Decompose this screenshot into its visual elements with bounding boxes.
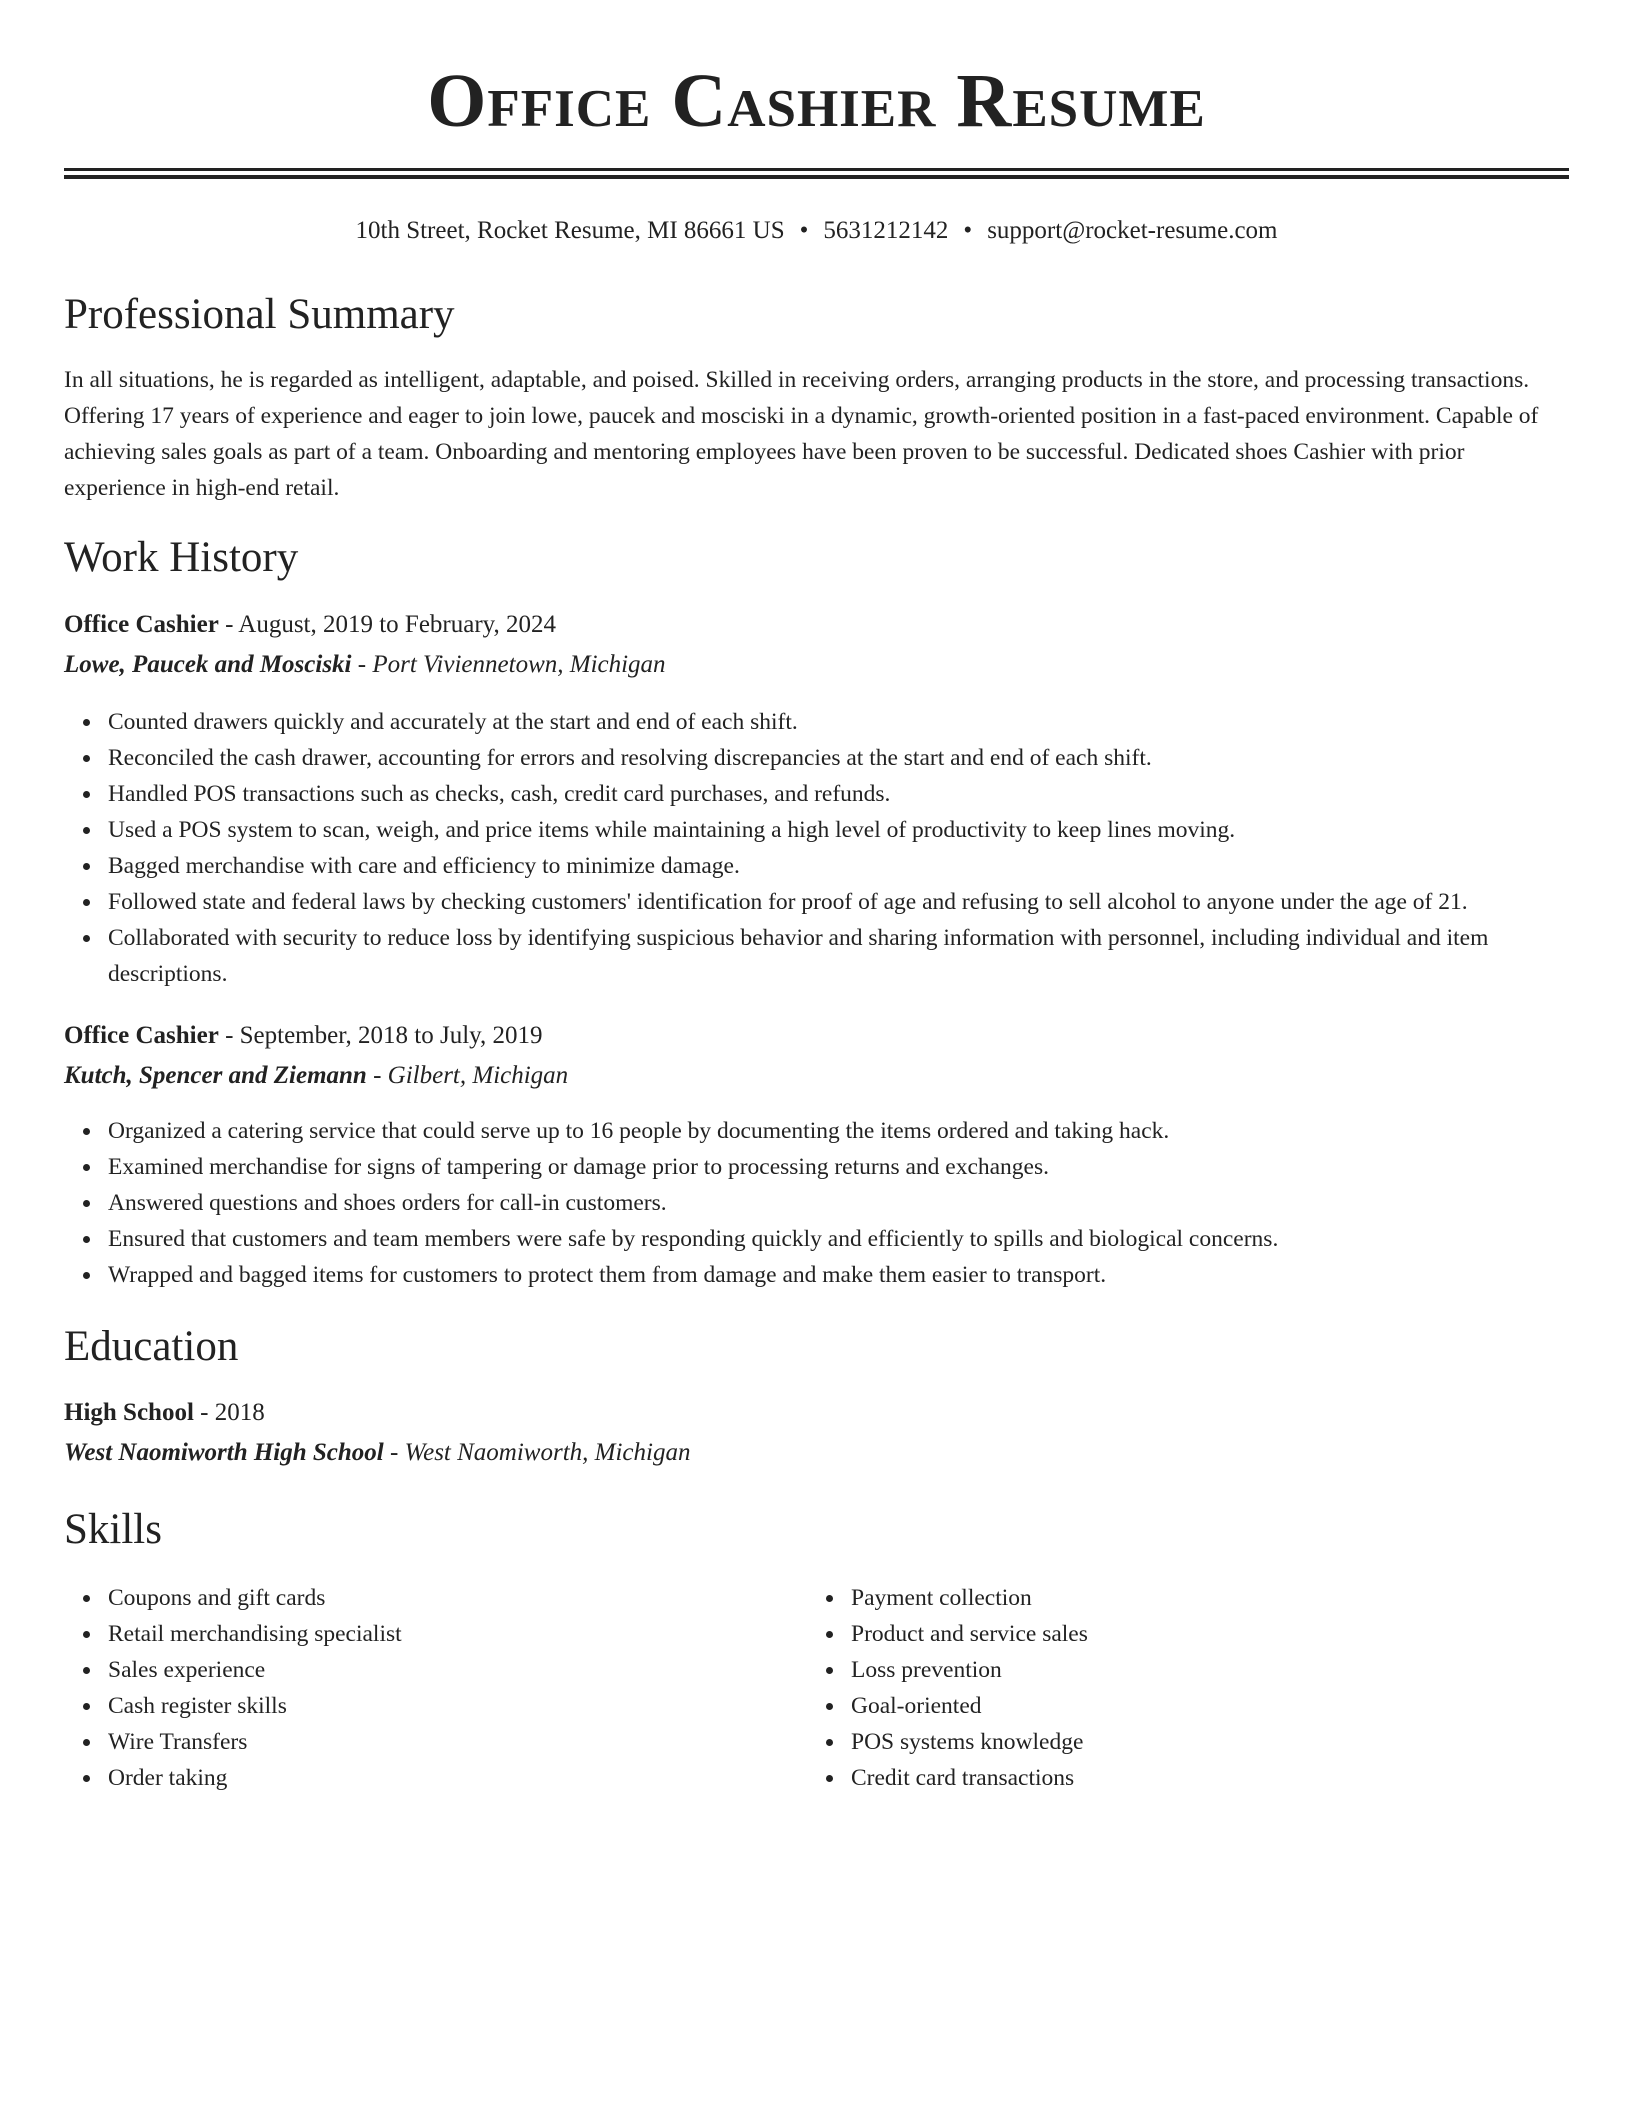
summary-text: In all situations, he is regarded as intelligent, adaptable, and poised. Skilled in receiving orders, arranging products in the store, and processing transactions. Offering 17 years of experience and eager to join lowe, paucek and mosciski in a dynamic, growth-oriented position in a fast-paced environment. Capable of achieving sales goals as part of a team. Onboarding and mentoring employees have been proven to be successful. Dedicated shoes Cashier with prior experience in high-end retail. — [64, 367, 1539, 501]
list-item: Collaborated with security to reduce loss by identifying suspicious behavior and sharing information with personnel, including individual and item descriptions. — [108, 920, 1569, 992]
list-item: Followed state and federal laws by checking customers' identification for proof of age and refusing to sell alcohol to anyone under the age of 21. — [108, 884, 1569, 920]
skill-item: Wire Transfers — [108, 1724, 764, 1760]
list-item: Organized a catering service that could serve up to 16 people by documenting the items ordered and taking hack. — [108, 1113, 1569, 1149]
resume-page — [64, 0, 1569, 1791]
job-company: Lowe, Paucek and Mosciski — [64, 651, 352, 678]
skill-item: Loss prevention — [851, 1652, 1507, 1688]
job-company-line — [64, 1059, 568, 1093]
title-divider-top — [64, 168, 1569, 171]
list-item: Handled POS transactions such as checks, cash, credit card purchases, and refunds. — [108, 776, 1569, 812]
job-company-line — [64, 648, 666, 682]
skill-item: Credit card transactions — [851, 1760, 1507, 1796]
list-item: Reconciled the cash drawer, accounting for errors and resolving discrepancies at the start and end of each shift. — [108, 740, 1569, 776]
skill-item: Goal-oriented — [851, 1688, 1507, 1724]
list-item: Wrapped and bagged items for customers to protect them from damage and make them easier to transport. — [108, 1257, 1569, 1293]
skill-item: Sales experience — [108, 1652, 764, 1688]
skill-item: Cash register skills — [108, 1688, 764, 1724]
job-location: - Gilbert, Michigan — [373, 1062, 569, 1089]
contact-separator: • — [963, 217, 973, 244]
resume-title: Office Cashier Resume — [427, 59, 1206, 143]
job-duties-list — [64, 1113, 1569, 1293]
job-title: Office Cashier — [64, 1022, 219, 1049]
job-company: Kutch, Spencer and Ziemann — [64, 1062, 367, 1089]
job-duties-list — [64, 704, 1569, 992]
education-location: - West Naomiworth, Michigan — [390, 1439, 691, 1466]
skills-heading: Skills — [64, 1506, 162, 1553]
education-school: West Naomiworth High School — [64, 1439, 384, 1466]
list-item: Ensured that customers and team members were safe by responding quickly and efficiently to spills and biological concerns. — [108, 1221, 1569, 1257]
education-heading: Education — [64, 1323, 239, 1370]
list-item: Answered questions and shoes orders for call-in customers. — [108, 1185, 1569, 1221]
contact-email: support@rocket-resume.com — [987, 217, 1278, 244]
job-title-line — [64, 1019, 543, 1053]
education-year: - 2018 — [200, 1399, 265, 1426]
skill-item: Retail merchandising specialist — [108, 1616, 764, 1652]
list-item: Examined merchandise for signs of tampering or damage prior to processing returns and exchanges. — [108, 1149, 1569, 1185]
summary-heading: Professional Summary — [64, 291, 455, 338]
job-dates: - September, 2018 to July, 2019 — [225, 1022, 543, 1049]
education-school-line — [64, 1436, 690, 1470]
skill-item: POS systems knowledge — [851, 1724, 1507, 1760]
skill-item: Product and service sales — [851, 1616, 1507, 1652]
job-title: Office Cashier — [64, 611, 219, 638]
contact-separator: • — [799, 217, 809, 244]
contact-address: 10th Street, Rocket Resume, MI 86661 US — [355, 217, 785, 244]
skill-item: Order taking — [108, 1760, 764, 1796]
skills-list-left — [64, 1580, 764, 1796]
list-item: Bagged merchandise with care and efficiency to minimize damage. — [108, 848, 1569, 884]
education-degree-line — [64, 1396, 265, 1430]
job-title-line — [64, 608, 556, 642]
job-dates: - August, 2019 to February, 2024 — [225, 611, 557, 638]
skill-item: Coupons and gift cards — [108, 1580, 764, 1616]
job-location: - Port Viviennetown, Michigan — [357, 651, 666, 678]
list-item: Counted drawers quickly and accurately at the start and end of each shift. — [108, 704, 1569, 740]
contact-line — [64, 214, 1569, 248]
title-divider-bottom — [64, 175, 1569, 179]
list-item: Used a POS system to scan, weigh, and price items while maintaining a high level of productivity to keep lines moving. — [108, 812, 1569, 848]
work-history-heading: Work History — [64, 534, 299, 581]
skill-item: Payment collection — [851, 1580, 1507, 1616]
contact-phone: 5631212142 — [823, 217, 949, 244]
education-degree: High School — [64, 1399, 194, 1426]
skills-list-right — [807, 1580, 1507, 1796]
